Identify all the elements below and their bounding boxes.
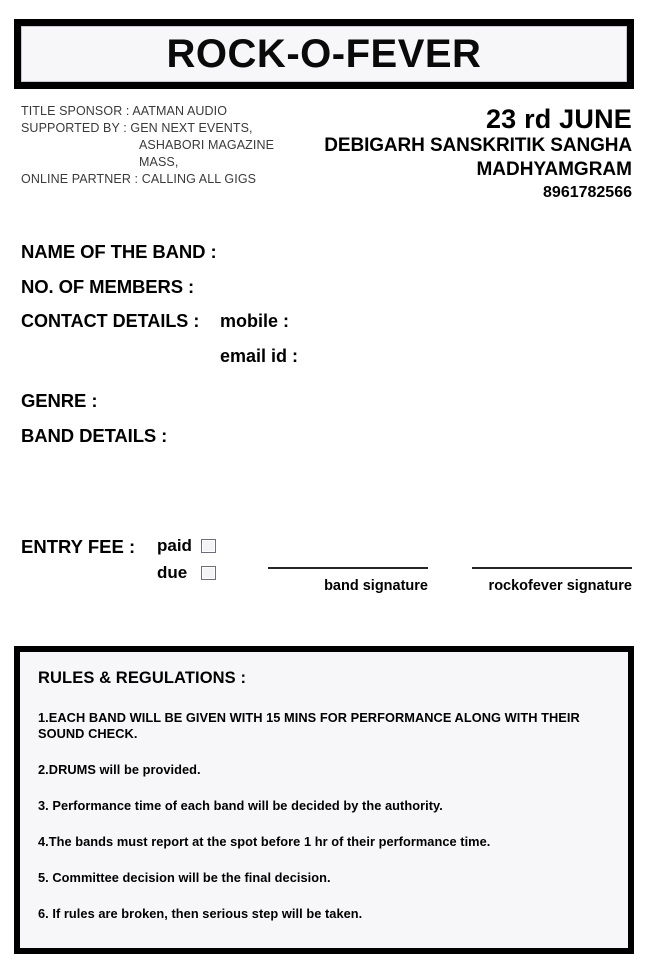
- due-checkbox[interactable]: [201, 566, 216, 580]
- sponsor-credits: [21, 103, 321, 188]
- event-title: ROCK-O-FEVER: [166, 32, 482, 76]
- band-signature-block[interactable]: [268, 567, 428, 594]
- sponsor-line-online-partner: ONLINE PARTNER : CALLING ALL GIGS: [21, 172, 257, 186]
- entry-fee-options: [157, 532, 216, 586]
- field-band-details[interactable]: [21, 425, 621, 447]
- event-date: 23 rd JUNE: [485, 104, 632, 134]
- field-no-of-members[interactable]: [21, 276, 621, 298]
- form-spacer: [21, 381, 621, 390]
- band-details-label: BAND DETAILS :: [21, 425, 168, 446]
- genre-label: GENRE :: [21, 390, 98, 411]
- title-banner-inner: [21, 26, 627, 82]
- paid-label: paid: [157, 535, 192, 555]
- title-banner: [14, 19, 634, 89]
- rules-box-inner: [20, 652, 628, 948]
- band-signature-caption: band signature: [324, 578, 428, 594]
- field-contact-mobile[interactable]: [21, 311, 621, 333]
- sponsor-line-title: TITLE SPONSOR : AATMAN AUDIO: [21, 104, 228, 118]
- event-phone: 8961782566: [543, 184, 632, 201]
- sponsor-line-mass: MASS,: [139, 155, 179, 169]
- event-info: [324, 104, 632, 204]
- sponsor-line-ashabori: ASHABORI MAGAZINE: [139, 138, 275, 152]
- entry-fee-label: ENTRY FEE :: [21, 536, 136, 557]
- band-signature-line[interactable]: [268, 567, 428, 569]
- band-name-label: NAME OF THE BAND :: [21, 241, 217, 262]
- contact-details-label: CONTACT DETAILS :: [21, 311, 200, 331]
- due-label: due: [157, 562, 188, 582]
- mobile-label: mobile :: [220, 311, 290, 331]
- rockofever-signature-block[interactable]: [472, 567, 632, 594]
- entry-fee-option-paid[interactable]: [157, 532, 216, 559]
- rule-item: 6. If rules are broken, then serious step will be taken.: [38, 906, 363, 921]
- rockofever-signature-caption: rockofever signature: [488, 578, 632, 594]
- rules-title: RULES & REGULATIONS :: [38, 669, 247, 687]
- rule-item: 1.EACH BAND WILL BE GIVEN WITH 15 MINS FOR PERFORMANCE ALONG WITH THEIR SOUND CHECK.: [38, 710, 580, 741]
- rule-item: 3. Performance time of each band will be decided by the authority.: [38, 798, 443, 813]
- no-of-members-label: NO. OF MEMBERS :: [21, 276, 195, 297]
- signature-section: [268, 567, 632, 594]
- sponsor-line-supported-by: SUPPORTED BY : GEN NEXT EVENTS,: [21, 121, 253, 135]
- email-label: email id :: [220, 346, 299, 366]
- rules-box: [14, 646, 634, 954]
- field-genre[interactable]: [21, 390, 621, 412]
- rule-item: 4.The bands must report at the spot before 1 hr of their performance time.: [38, 834, 491, 849]
- paid-checkbox[interactable]: [201, 539, 216, 553]
- registration-form: [21, 241, 621, 460]
- event-city: MADHYAMGRAM: [476, 159, 632, 180]
- entry-fee-option-due[interactable]: [157, 559, 216, 586]
- rule-item: 5. Committee decision will be the final decision.: [38, 870, 331, 885]
- rule-item: 2.DRUMS will be provided.: [38, 762, 201, 777]
- rockofever-signature-line[interactable]: [472, 567, 632, 569]
- event-venue: DEBIGARH SANSKRITIK SANGHA: [324, 135, 632, 156]
- field-contact-email[interactable]: [21, 346, 621, 368]
- field-band-name[interactable]: [21, 241, 621, 263]
